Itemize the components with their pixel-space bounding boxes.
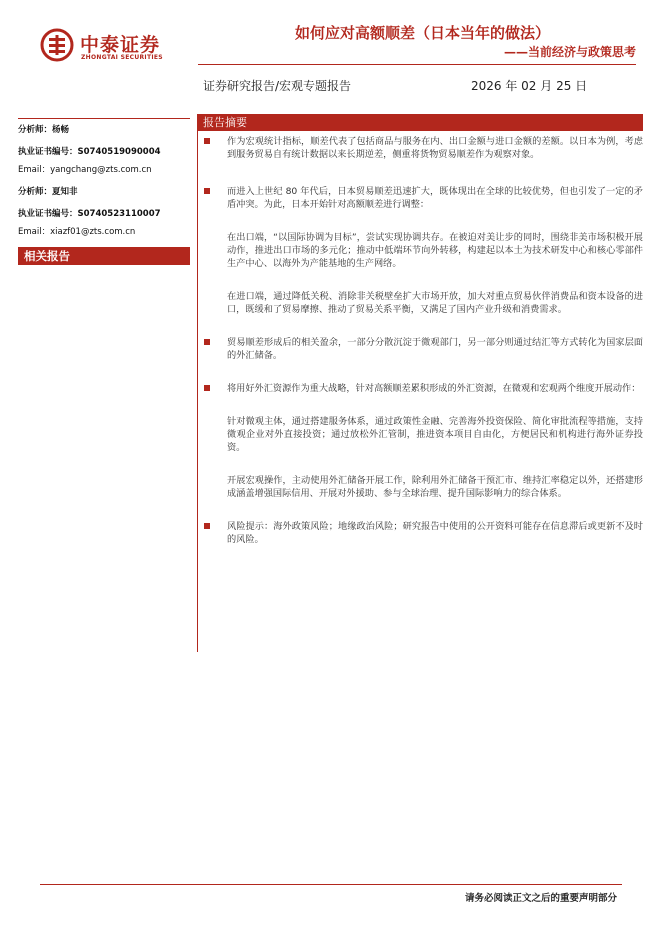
analyst-cert: S0740519090004 bbox=[77, 147, 161, 157]
summary-paragraph: 而进入上世纪 80 年代后，日本贸易顺差迅速扩大，既体现出在全球的比较优势，但也引发了一定的矛盾冲突。为此，日本开始针对高额顺差进行调整： bbox=[227, 185, 643, 211]
analyst-name: 夏知非 bbox=[52, 187, 78, 197]
summary-paragraph: 作为宏观统计指标，顺差代表了包括商品与服务在内、出口金额与进口金额的差额。以日本为例，考虑到服务贸易自有统计数据以来长期逆差，侧重将货物贸易顺差作为观察对象。 bbox=[227, 135, 643, 161]
analyst-email[interactable]: xiazf01@zts.com.cn bbox=[50, 227, 136, 237]
logo-name-cn: 中泰证券 bbox=[80, 34, 161, 56]
square-bullet-icon bbox=[204, 385, 210, 391]
report-subtitle: ——当前经济与政策思考 bbox=[503, 45, 636, 59]
footer-divider bbox=[40, 884, 622, 885]
summary-paragraph: 在出口端，“以国际协调为目标”，尝试实现协调共存。在被迫对美让步的同时，围绕非美市场积极开展动作，推进出口市场的多元化；推动中低端环节向外转移，构建起以本土为技术研发中心和核心零部件生产中心、以海外为产能基地的生产网络。 bbox=[227, 232, 643, 269]
summary-paragraph: 针对微观主体，通过搭建服务体系，通过政策性金融、完善海外投资保险、简化审批流程等措施，支持微观企业对外直接投资；通过放松外汇管制，推进资本项目自由化，方便居民和机构进行海外证券投资。 bbox=[227, 416, 643, 453]
square-bullet-icon bbox=[204, 138, 210, 144]
related-reports-header: 相关报告 bbox=[18, 247, 190, 265]
analyst-cert-row: 执业证书编号：S0740519090004 bbox=[18, 147, 161, 157]
summary-paragraph: 贸易顺差形成后的相关盈余，一部分分散沉淀于微观部门，另一部分则通过结汇等方式转化为国家层面的外汇储备。 bbox=[227, 336, 643, 362]
report-type: 证券研究报告/宏观专题报告 bbox=[203, 79, 352, 93]
analyst-panel bbox=[18, 118, 190, 238]
analyst-email-row: Email：xiazf01@zts.com.cn bbox=[18, 227, 136, 237]
logo-mark-icon bbox=[40, 28, 74, 62]
analyst-name-row: 分析师：夏知非 bbox=[18, 187, 78, 197]
analyst-cert-row: 执业证书编号：S0740523110007 bbox=[18, 209, 161, 219]
square-bullet-icon bbox=[204, 188, 210, 194]
summary-paragraph: 在进口端，通过降低关税、消除非关税壁垒扩大市场开放，加大对重点贸易伙伴消费品和资本设备的进口，既缓和了贸易摩擦、推动了贸易关系平衡，又满足了国内产业升级和消费需求。 bbox=[227, 291, 643, 315]
footer-disclaimer: 请务必阅读正文之后的重要声明部分 bbox=[464, 893, 617, 904]
analyst-cert: S0740523110007 bbox=[77, 209, 161, 219]
report-title: 如何应对高额顺差（日本当年的做法） bbox=[294, 24, 550, 42]
analyst-email[interactable]: yangchang@zts.com.cn bbox=[50, 165, 152, 175]
company-logo bbox=[40, 28, 200, 68]
summary-body bbox=[198, 132, 643, 546]
risk-warning: 风险提示：海外政策风险；地缘政治风险；研究报告中使用的公开资料可能存在信息滞后或更新不及时的风险。 bbox=[227, 520, 643, 546]
analyst-name-row: 分析师：杨畅 bbox=[18, 125, 70, 135]
summary-paragraph: 将用好外汇资源作为重大战略，针对高额顺差累积形成的外汇资源，在微观和宏观两个维度开展动作： bbox=[227, 382, 643, 395]
logo-name-en: ZHONGTAI SECURITIES bbox=[81, 54, 163, 61]
analyst-email-row: Email：yangchang@zts.com.cn bbox=[18, 165, 152, 175]
header-divider bbox=[198, 64, 636, 65]
summary-paragraph: 开展宏观操作，主动使用外汇储备开展工作，除利用外汇储备干预汇市、维持汇率稳定以外，还搭建形成涵盖增强国际信用、开展对外援助、参与全球治理、提升国际影响力的综合体系。 bbox=[227, 475, 643, 499]
square-bullet-icon bbox=[204, 523, 210, 529]
summary-header: 报告摘要 bbox=[198, 114, 643, 131]
analyst-name: 杨畅 bbox=[52, 125, 70, 135]
report-date: 2026 年 02 月 25 日 bbox=[471, 79, 588, 93]
analyst-panel-divider bbox=[18, 118, 190, 119]
square-bullet-icon bbox=[204, 339, 210, 345]
